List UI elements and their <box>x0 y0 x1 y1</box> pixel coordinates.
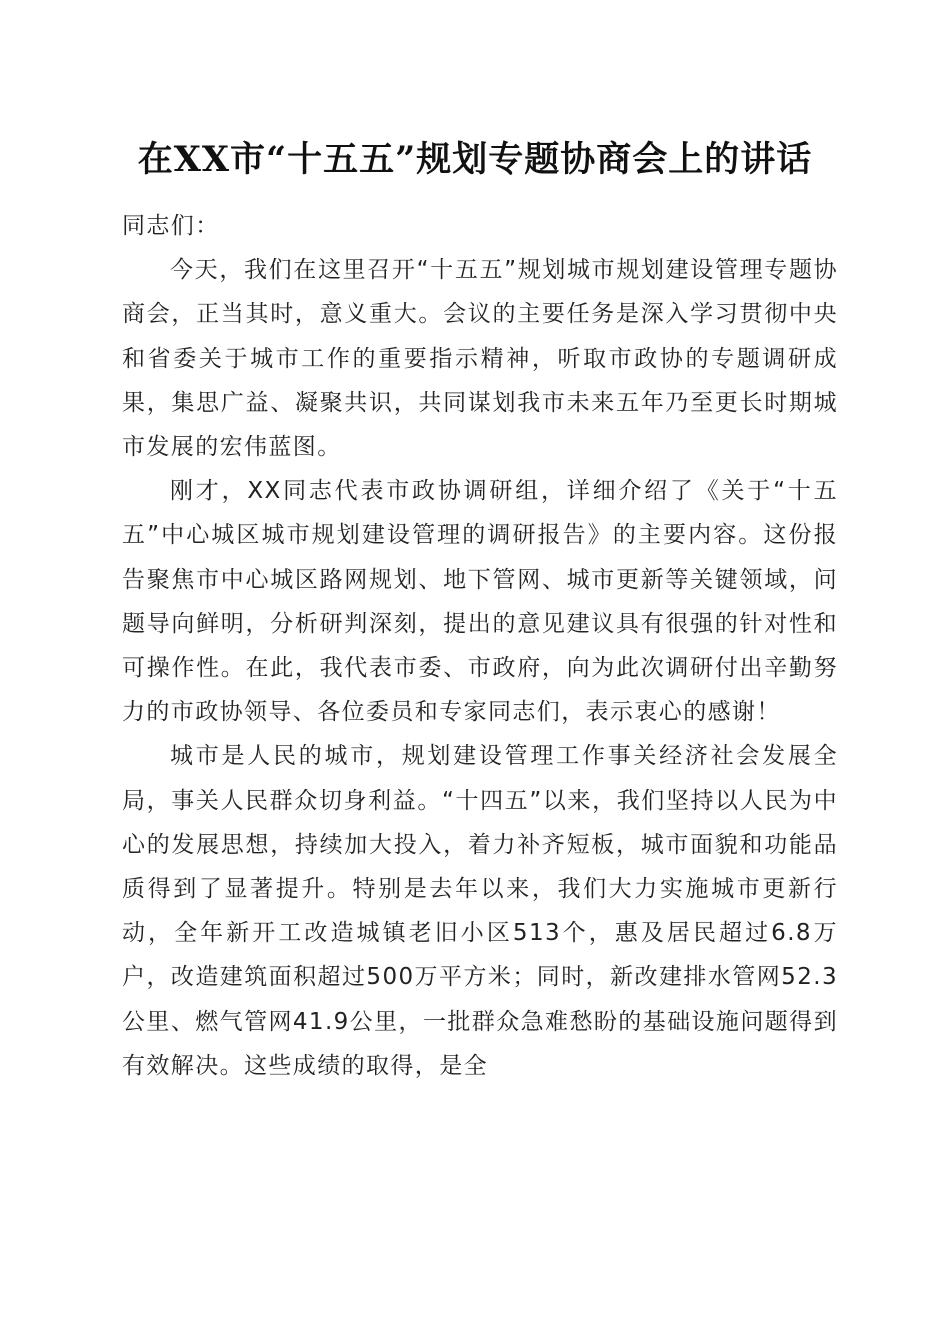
document-body <box>122 204 838 1088</box>
paragraph-1: 今天，我们在这里召开“十五五”规划城市规划建设管理专题协商会，正当其时，意义重大。会议的主要任务是深入学习贯彻中央和省委关于城市工作的重要指示精神，听取市政协的专题调研成果，集思广益、凝聚共识，共同谋划我市未来五年乃至更长时期城市发展的宏伟蓝图。 <box>122 257 838 461</box>
paragraph-2: 刚才，XX同志代表市政协调研组，详细介绍了《关于“十五五”中心城区城市规划建设管理的调研报告》的主要内容。这份报告聚焦市中心城区路网规划、地下管网、城市更新等关键领域，问题导向鲜明，分析研判深刻，提出的意见建议具有很强的针对性和可操作性。在此，我代表市委、市政府，向为此次调研付出辛勤努力的市政协领导、各位委员和专家同志们，表示衷心的感谢！ <box>122 478 838 726</box>
paragraph-3: 城市是人民的城市，规划建设管理工作事关经济社会发展全局，事关人民群众切身利益。“十四五”以来，我们坚持以人民为中心的发展思想，持续加大投入，着力补齐短板，城市面貌和功能品质得到了显著提升。特别是去年以来，我们大力实施城市更新行动，全年新开工改造城镇老旧小区513个，惠及居民超过6.8万户，改造建筑面积超过500万平方米；同时，新改建排水管网52.3公里、燃气管网41.9公里，一批群众急难愁盼的基础设施问题得到有效解决。这些成绩的取得，是全 <box>122 743 838 1079</box>
salutation: 同志们： <box>122 213 220 239</box>
document-title: 在XX市“十五五”规划专题协商会上的讲话 <box>137 139 813 180</box>
